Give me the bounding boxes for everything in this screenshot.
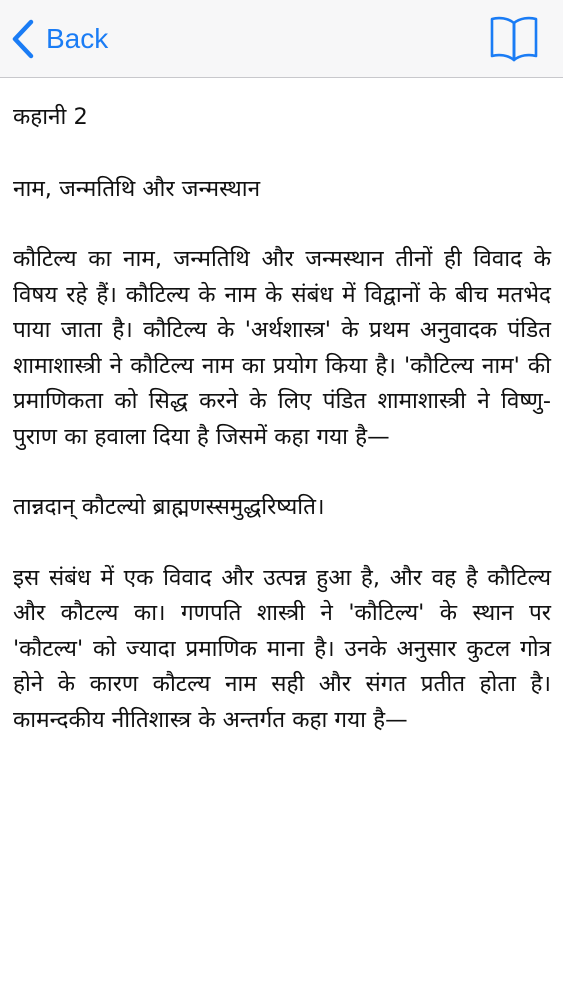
navigation-bar (0, 0, 563, 78)
back-button-label: Back (46, 23, 109, 54)
reader-content (13, 100, 551, 773)
story-title: कहानी 2 (13, 104, 88, 130)
book-icon[interactable] (489, 14, 539, 62)
paragraph: इस संबंध में एक विवाद और उत्पन्न हुआ है, और वह है कौटिल्य और कौटल्य का। गणपति शास्त्री ने 'कौटिल्य' के स्थान पर 'कौटल्य' को ज्यादा प्रमाणिक माना है। उनके अनुसार कुटल गोत्र होने के कारण कौटल्य नाम सही और संगत प्रतीत होता है। कामन्दकीय नीतिशास्त्र के अन्तर्गत कहा गया है— (13, 564, 551, 733)
section-heading: नाम, जन्मतिथि और जन्मस्थान (13, 175, 261, 202)
paragraph: कौटिल्य का नाम, जन्मतिथि और जन्मस्थान तीनों ही विवाद के विषय रहे हैं। कौटिल्य के नाम के संबंध में विद्वानों के बीच मतभेद पाया जाता है। कौटिल्य के 'अर्थशास्त्र' के प्रथम अनुवादक पंडित शामाशास्त्री ने कौटिल्य नाम का प्रयोग किया है। 'कौटिल्य नाम' की प्रमाणिकता को सिद्ध करने के लिए पंडित शामाशास्त्री ने विष्णु-पुराण का हवाला दिया है जिसमें कहा गया है— (13, 246, 551, 450)
sanskrit-verse: तान्नदान् कौटल्यो ब्राह्मणस्समुद्धरिष्यति। (13, 494, 325, 520)
chevron-left-icon (10, 19, 36, 59)
back-button[interactable] (10, 18, 108, 60)
